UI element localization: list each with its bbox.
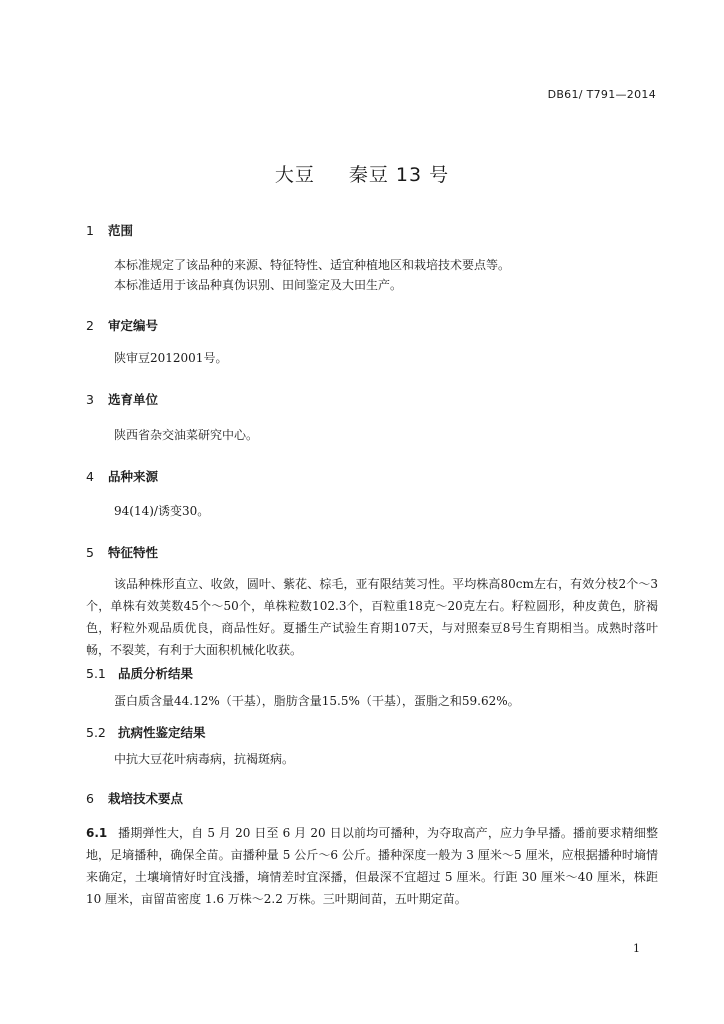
section-number: 5 bbox=[86, 545, 94, 560]
section-5-paragraph bbox=[86, 573, 658, 661]
section-number: 5.1 bbox=[86, 666, 106, 681]
section-2-heading bbox=[86, 316, 158, 334]
clause-number: 6.1 bbox=[86, 826, 108, 840]
section-1-heading bbox=[86, 221, 133, 239]
title-crop: 大豆 bbox=[274, 164, 315, 186]
section-number: 2 bbox=[86, 318, 94, 333]
section-title: 抗病性鉴定结果 bbox=[118, 725, 206, 740]
section-title: 范围 bbox=[108, 223, 134, 238]
section-number: 4 bbox=[86, 469, 94, 484]
section-3-heading bbox=[86, 390, 158, 408]
section-6-heading bbox=[86, 789, 183, 807]
section-1-line-1: 本标准规定了该品种的来源、特征特性、适宜种植地区和栽培技术要点等。 bbox=[114, 258, 511, 272]
section-5-2-heading bbox=[86, 723, 206, 741]
section-number: 1 bbox=[86, 223, 94, 238]
paragraph-text: 播期弹性大，自 5 月 20 日至 6 月 20 日以前均可播种，为夺取高产，应力争早播。播前要求精细整地，足墒播种，确保全苗。亩播种量 5 公斤～6 公斤。播种深度一般为 3 厘米～5 厘米，应根据播种时墒情来确定，土壤墒情好时宜浅播，墒情差时宜深播，但最深不宜超过 5 厘米。行距 30 厘米～40 厘米，株距 10 厘米，亩留苗密度 1.6 万株～2.2 万株。三叶期间苗，五叶期定苗。 bbox=[86, 826, 658, 906]
section-4-text: 94(14)/诱变30。 bbox=[114, 504, 210, 518]
section-title: 品种来源 bbox=[108, 469, 159, 484]
section-5-2-text: 中抗大豆花叶病毒病，抗褐斑病。 bbox=[114, 752, 295, 766]
section-title: 特征特性 bbox=[108, 545, 159, 560]
title-variety: 秦豆 13 号 bbox=[348, 164, 450, 186]
standard-code: DB61/ T791—2014 bbox=[547, 88, 656, 101]
section-title: 审定编号 bbox=[108, 318, 159, 333]
section-number: 6 bbox=[86, 791, 94, 806]
page-number: 1 bbox=[633, 942, 640, 955]
section-1-line-2: 本标准适用于该品种真伪识别、田间鉴定及大田生产。 bbox=[114, 278, 403, 292]
section-number: 5.2 bbox=[86, 725, 106, 740]
section-5-1-heading bbox=[86, 664, 193, 682]
section-5-heading bbox=[86, 543, 158, 561]
section-2-text: 陕审豆2012001号。 bbox=[114, 351, 228, 365]
section-5-1-text: 蛋白质含量44.12%（干基），脂肪含量15.5%（干基），蛋脂之和59.62%。 bbox=[114, 694, 520, 708]
section-6-1-paragraph bbox=[86, 822, 658, 910]
paragraph-text: 该品种株形直立、收敛，圆叶、紫花、棕毛，亚有限结荚习性。平均株高80cm左右，有效分枝2个～3个，单株有效荚数45个～50个，单株粒数102.3个，百粒重18克～20克左右。籽粒圆形，种皮黄色，脐褐色，籽粒外观品质优良，商品性好。夏播生产试验生育期107天，与对照秦豆8号生育期相当。成熟时落叶畅，不裂荚，有利于大面积机械化收获。 bbox=[86, 577, 658, 657]
section-title: 选育单位 bbox=[108, 392, 159, 407]
section-title: 品质分析结果 bbox=[118, 666, 194, 681]
section-number: 3 bbox=[86, 392, 94, 407]
section-4-heading bbox=[86, 467, 158, 485]
section-title: 栽培技术要点 bbox=[108, 791, 184, 806]
section-3-text: 陕西省杂交油菜研究中心。 bbox=[114, 428, 259, 442]
document-title bbox=[0, 160, 724, 187]
